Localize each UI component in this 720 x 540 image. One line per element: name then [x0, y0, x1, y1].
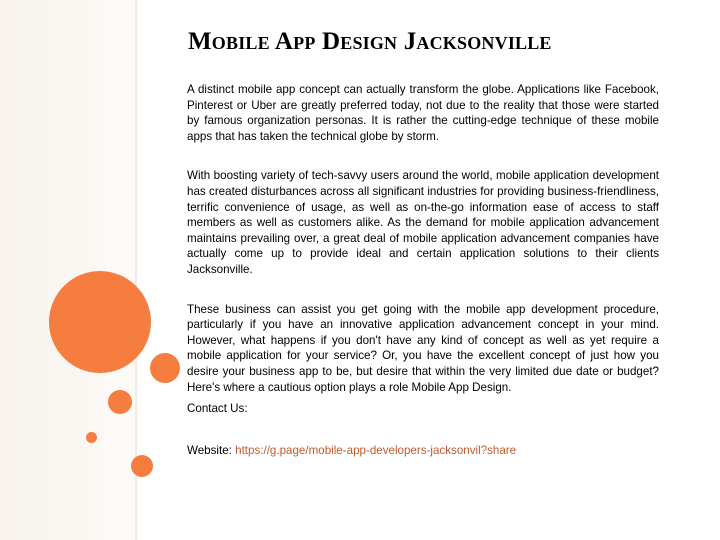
- decorative-circle-medium: [108, 390, 132, 414]
- left-decorative-panel: [0, 0, 136, 540]
- contact-label: Contact Us:: [187, 402, 248, 416]
- website-line: [187, 443, 659, 459]
- body-paragraph: These business can assist you get going with the mobile app development procedure, particularly if you have an innovative application advancement concept in your mind. However, what happens if you don't have any kind of concept as well as yet require a mobile application for your service? Or, you have the excellent concept of just how you desire your business app to be, but desire that within the very limited due date or budget? Here's where a cautious option plays a role Mobile App Design.: [187, 302, 659, 394]
- decorative-circle-small: [86, 432, 97, 443]
- body-paragraph: With boosting variety of tech-savvy users around the world, mobile application development has created disturbances across all significant industries for providing business-friendliness, terrific convenience of usage, as well as on-the-go information ease of access to staff members as well as customers alike. As the demand for mobile application advancement maintains prevailing over, a great deal of mobile application advancement companies have actually come up to provide ideal and certain application solutions to their clients Jacksonville.: [187, 169, 659, 276]
- decorative-circle-large: [49, 271, 151, 373]
- slide-body: [187, 82, 659, 458]
- slide-title: Mobile App Design Jacksonville: [188, 28, 552, 55]
- decorative-circle-small: [131, 455, 153, 477]
- body-paragraph: A distinct mobile app concept can actually transform the globe. Applications like Facebook, Pinterest or Uber are greatly preferred today, not due to the reality that those were started by famous organization personas. It is rather the cutting-edge technique of these mobile apps that has taken the technical globe by storm.: [187, 83, 659, 143]
- decorative-circle-medium: [150, 353, 180, 383]
- website-link[interactable]: https://g.page/mobile-app-developers-jacksonvil?share: [235, 443, 517, 457]
- website-label: Website:: [187, 443, 236, 457]
